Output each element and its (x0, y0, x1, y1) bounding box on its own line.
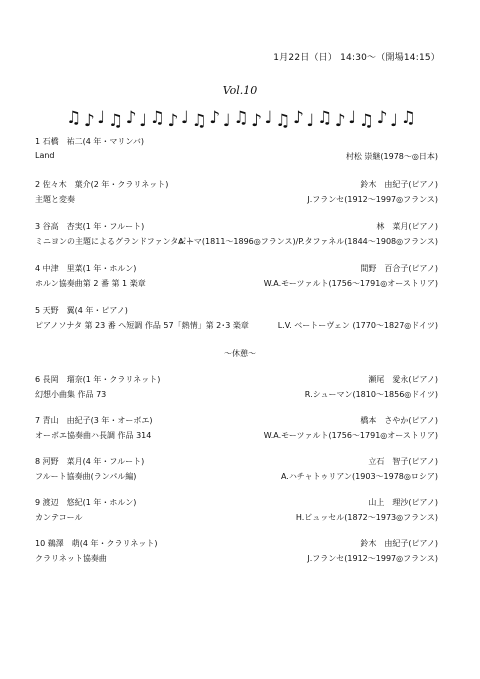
concert-date: 1月22日（日） 14:30～（開場14:15） (273, 53, 440, 63)
piece-title: ミニヨンの主題によるグランドファンタジー (35, 237, 195, 246)
music-note-icon: ♩ (264, 108, 273, 128)
music-note-icon: ♪ (251, 111, 262, 130)
accompanist: 橋本 さやか(ピアノ) (360, 416, 438, 425)
piece-title: ピアノソナタ 第 23 番 ヘ短調 作品 57「熱情」第 2･3 楽章 (35, 321, 249, 330)
program-entry-2 (0, 179, 480, 213)
performer: 7 青山 由紀子(3 年・オーボエ) (35, 416, 153, 425)
piece-title: カンテコール (35, 513, 83, 522)
program-entry-1 (0, 136, 480, 170)
music-note-icon: ♫ (191, 111, 207, 130)
program-entry-6 (0, 374, 480, 408)
program-entry-5 (0, 305, 480, 339)
composer: R.シューマン(1810～1856◎ドイツ) (304, 390, 438, 399)
composer: H.ビュッセル(1872～1973◎フランス) (295, 513, 438, 522)
piece-title: フルート協奏曲(ランパル編) (35, 472, 137, 481)
composer: A.トマ(1811～1896◎フランス)/P.タファネル(1844～1908◎フランス) (178, 237, 438, 246)
piece-title: オーボエ協奏曲ハ長調 作品 314 (35, 431, 152, 440)
program-entry-7 (0, 415, 480, 449)
performer: 5 天野 翼(4 年・ピアノ) (35, 306, 128, 315)
music-note-icon: ♫ (400, 108, 416, 128)
music-note-icon: ♩ (139, 111, 148, 130)
music-note-icon: ♪ (209, 108, 221, 128)
music-note-icon: ♫ (66, 108, 82, 128)
music-note-icon: ♪ (334, 111, 346, 130)
music-notes-banner (66, 100, 416, 130)
program-entry-10 (0, 538, 480, 572)
performer: 4 中津 里菜(1 年・ホルン) (35, 264, 137, 273)
music-note-icon: ♫ (275, 111, 291, 130)
intermission-label: ～休憩～ (224, 349, 256, 358)
performer: 9 渡辺 悠紀(1 年・ホルン) (35, 498, 137, 507)
music-note-icon: ♪ (167, 111, 179, 130)
music-note-icon: ♩ (348, 108, 357, 128)
piece-title: 主題と変奏 (35, 195, 75, 204)
performer: 3 谷高 杏実(1 年・フルート) (35, 222, 145, 231)
music-note-icon: ♪ (125, 108, 137, 128)
performer: 10 鵜澤 萌(4 年・クラリネット) (35, 539, 158, 548)
composer: J.フランセ(1912～1997◎フランス) (307, 554, 438, 563)
music-note-icon: ♫ (107, 111, 124, 130)
composer: J.フランセ(1912～1997◎フランス) (307, 195, 438, 204)
accompanist: 鈴木 由紀子(ピアノ) (360, 539, 438, 548)
music-note-icon: ♫ (358, 111, 375, 130)
music-note-icon: ♫ (233, 108, 249, 128)
accompanist: 間野 百合子(ピアノ) (360, 264, 438, 273)
program-entry-3 (0, 221, 480, 255)
accompanist: 瀬尾 愛永(ピアノ) (368, 375, 438, 384)
composer: W.A.モーツァルト(1756～1791◎オーストリア) (263, 431, 438, 440)
performer: 8 河野 菜月(4 年・フルート) (35, 457, 145, 466)
composer: A.ハチャトゥリアン(1903～1978◎ロシア) (280, 472, 438, 481)
program-entry-4 (0, 263, 480, 297)
piece-title: Land (35, 151, 55, 160)
music-note-icon: ♫ (316, 108, 333, 128)
performer: 6 長岡 瑠奈(1 年・クラリネット) (35, 375, 161, 384)
composer: W.A.モーツァルト(1756～1791◎オーストリア) (263, 279, 438, 288)
music-note-icon: ♩ (306, 111, 315, 130)
composer: 村松 崇継(1978～◎日本) (345, 152, 438, 161)
music-note-icon: ♩ (390, 111, 399, 130)
accompanist: 林 菜月(ピアノ) (376, 222, 438, 231)
accompanist: 立石 智子(ピアノ) (368, 457, 438, 466)
music-note-icon: ♩ (222, 111, 231, 130)
music-note-icon: ♩ (180, 108, 189, 128)
volume-label: Vol.10 (222, 84, 258, 97)
performer: 1 石橋 祐二(4 年・マリンバ) (35, 137, 144, 146)
music-note-icon: ♪ (376, 108, 388, 128)
piece-title: 幻想小曲集 作品 73 (35, 390, 107, 399)
composer: L.V. ベートーヴェン (1770～1827◎ドイツ) (277, 321, 438, 330)
accompanist: 山上 理沙(ピアノ) (368, 498, 438, 507)
program-entry-9 (0, 497, 480, 531)
music-note-icon: ♪ (292, 108, 304, 128)
music-note-icon: ♫ (149, 108, 165, 128)
music-note-icon: ♩ (97, 108, 106, 128)
music-note-icon: ♪ (83, 111, 95, 130)
accompanist: 鈴木 由紀子(ピアノ) (360, 180, 438, 189)
performer: 2 佐々木 葉介(2 年・クラリネット) (35, 180, 169, 189)
program-entry-8 (0, 456, 480, 490)
piece-title: ホルン協奏曲第 2 番 第 1 楽章 (35, 279, 146, 288)
piece-title: クラリネット協奏曲 (35, 554, 107, 563)
